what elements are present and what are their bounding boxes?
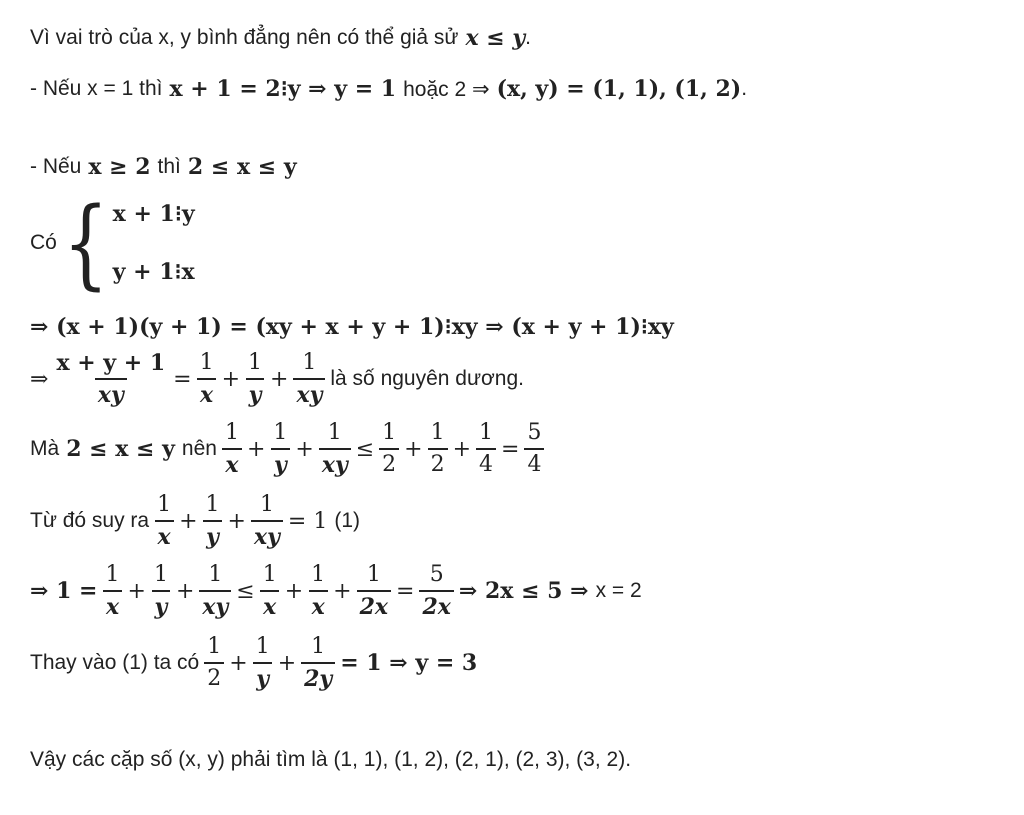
- plus-sign: +: [246, 436, 266, 462]
- math: ⇒ 1 =: [30, 578, 98, 604]
- fraction: $\frac{1}{xy}$: [251, 490, 283, 552]
- text: hoặc 2 ⇒: [403, 77, 490, 101]
- text: x = 2: [595, 579, 642, 602]
- math: = 1: [287, 508, 328, 534]
- fraction: $\frac{1}{2x}$: [357, 560, 391, 622]
- line-case-x2: [30, 150, 297, 184]
- text: - Nếu x = 1 thì: [30, 77, 163, 100]
- text: Mà: [30, 437, 60, 460]
- plus-sign: +: [227, 508, 246, 534]
- fraction: $\frac{1}{2y}$: [301, 632, 335, 694]
- text: (1): [334, 509, 360, 532]
- plus-sign: +: [284, 578, 304, 604]
- fraction: $\frac{1}{4}$: [476, 418, 496, 480]
- plus-sign: +: [404, 436, 423, 462]
- fraction: $\frac{1}{xy}$: [199, 560, 231, 622]
- plus-sign: +: [270, 366, 289, 392]
- line-case-x1: [30, 72, 747, 106]
- plus-sign: +: [229, 650, 248, 676]
- line-derive-x: [30, 556, 642, 626]
- plus-sign: +: [127, 578, 146, 604]
- fraction: 1 x: [222, 418, 242, 480]
- fraction: $\frac{5}{2x}$: [419, 560, 453, 622]
- text: - Nếu: [30, 155, 82, 178]
- line-substitute: [30, 628, 477, 698]
- math: ⇒ 2x ≤ 5 ⇒: [458, 578, 589, 604]
- fraction: $\frac{1}{2}$: [428, 418, 448, 480]
- equals-sign: =: [501, 436, 520, 462]
- system-row-2: y + 1⁝x: [112, 259, 195, 285]
- math: ⇒: [30, 366, 49, 392]
- fraction: $\frac{5}{4}$: [524, 418, 544, 480]
- fraction: $\frac{1}{y}$: [151, 560, 171, 622]
- text: .: [741, 77, 748, 100]
- line-equation-1: [30, 486, 360, 556]
- fraction: $\frac{1}{y}$: [253, 632, 273, 694]
- fraction: $\frac{x + y + 1}{xy}$: [56, 350, 166, 408]
- fraction: $\frac{1}{2}$: [379, 418, 399, 480]
- fraction: 1 2: [204, 632, 224, 694]
- line-conclusion: [30, 744, 631, 776]
- math: = 1 ⇒ y = 3: [340, 650, 478, 676]
- fraction: 1 x: [154, 490, 174, 552]
- le-sign: ≤: [236, 578, 255, 604]
- plus-sign: +: [333, 578, 352, 604]
- plus-sign: +: [277, 650, 297, 676]
- system-row-1: x + 1⁝y: [112, 201, 195, 227]
- le-sign: ≤: [355, 436, 375, 462]
- line-product: [30, 310, 674, 344]
- text: nên: [181, 437, 217, 460]
- plus-sign: +: [179, 508, 198, 534]
- text: .: [525, 26, 531, 49]
- math: x + 1 = 2⁝y ⇒ y = 1: [169, 76, 397, 102]
- line-bound: [30, 414, 549, 484]
- fraction: $\frac{1}{xy}$: [293, 348, 325, 410]
- fraction: $\frac{1}{x}$: [103, 560, 123, 622]
- text: thì: [157, 155, 181, 178]
- plus-sign: +: [175, 578, 195, 604]
- text: Thay vào (1) ta có: [30, 651, 200, 674]
- text: là số nguyên dương.: [330, 367, 524, 390]
- math: 2 ≤ x ≤ y: [187, 154, 297, 180]
- fraction: $\frac{1}{xy}$: [319, 418, 351, 480]
- text: Vì vai trò của x, y bình đẳng nên có thể giả sử: [30, 26, 459, 49]
- fraction: $\frac{1}{x}$: [260, 560, 280, 622]
- text: Có: [30, 231, 57, 254]
- line-system: [30, 188, 195, 298]
- plus-sign: +: [452, 436, 472, 462]
- text: Vậy các cặp số (x, y) phải tìm là (1, 1), (1, 2), (2, 1), (2, 3), (3, 2).: [30, 748, 632, 771]
- line-fraction-sum: [30, 344, 524, 414]
- equals-sign: =: [396, 578, 415, 604]
- equals-sign: =: [173, 366, 192, 392]
- system-rows: [113, 185, 195, 301]
- fraction: $\frac{1}{y}$: [203, 490, 223, 552]
- math: 2 ≤ x ≤ y: [66, 436, 175, 462]
- math: x ≤ y: [465, 25, 526, 51]
- brace-icon: {: [62, 186, 109, 300]
- fraction: $\frac{1}{y}$: [245, 348, 265, 410]
- fraction: $\frac{1}{x}$: [197, 348, 217, 410]
- fraction: $\frac{1}{y}$: [270, 418, 290, 480]
- plus-sign: +: [295, 436, 314, 462]
- line-assumption: [30, 22, 531, 54]
- plus-sign: +: [221, 366, 241, 392]
- fraction: $\frac{1}{x}$: [308, 560, 328, 622]
- math: (x, y) = (1, 1), (1, 2): [496, 76, 742, 102]
- math: x ≥ 2: [88, 154, 151, 180]
- text: Từ đó suy ra: [30, 509, 150, 532]
- math: ⇒ (x + 1)(y + 1) = (xy + x + y + 1)⁝xy ⇒ (x + y + 1)⁝xy: [30, 314, 674, 340]
